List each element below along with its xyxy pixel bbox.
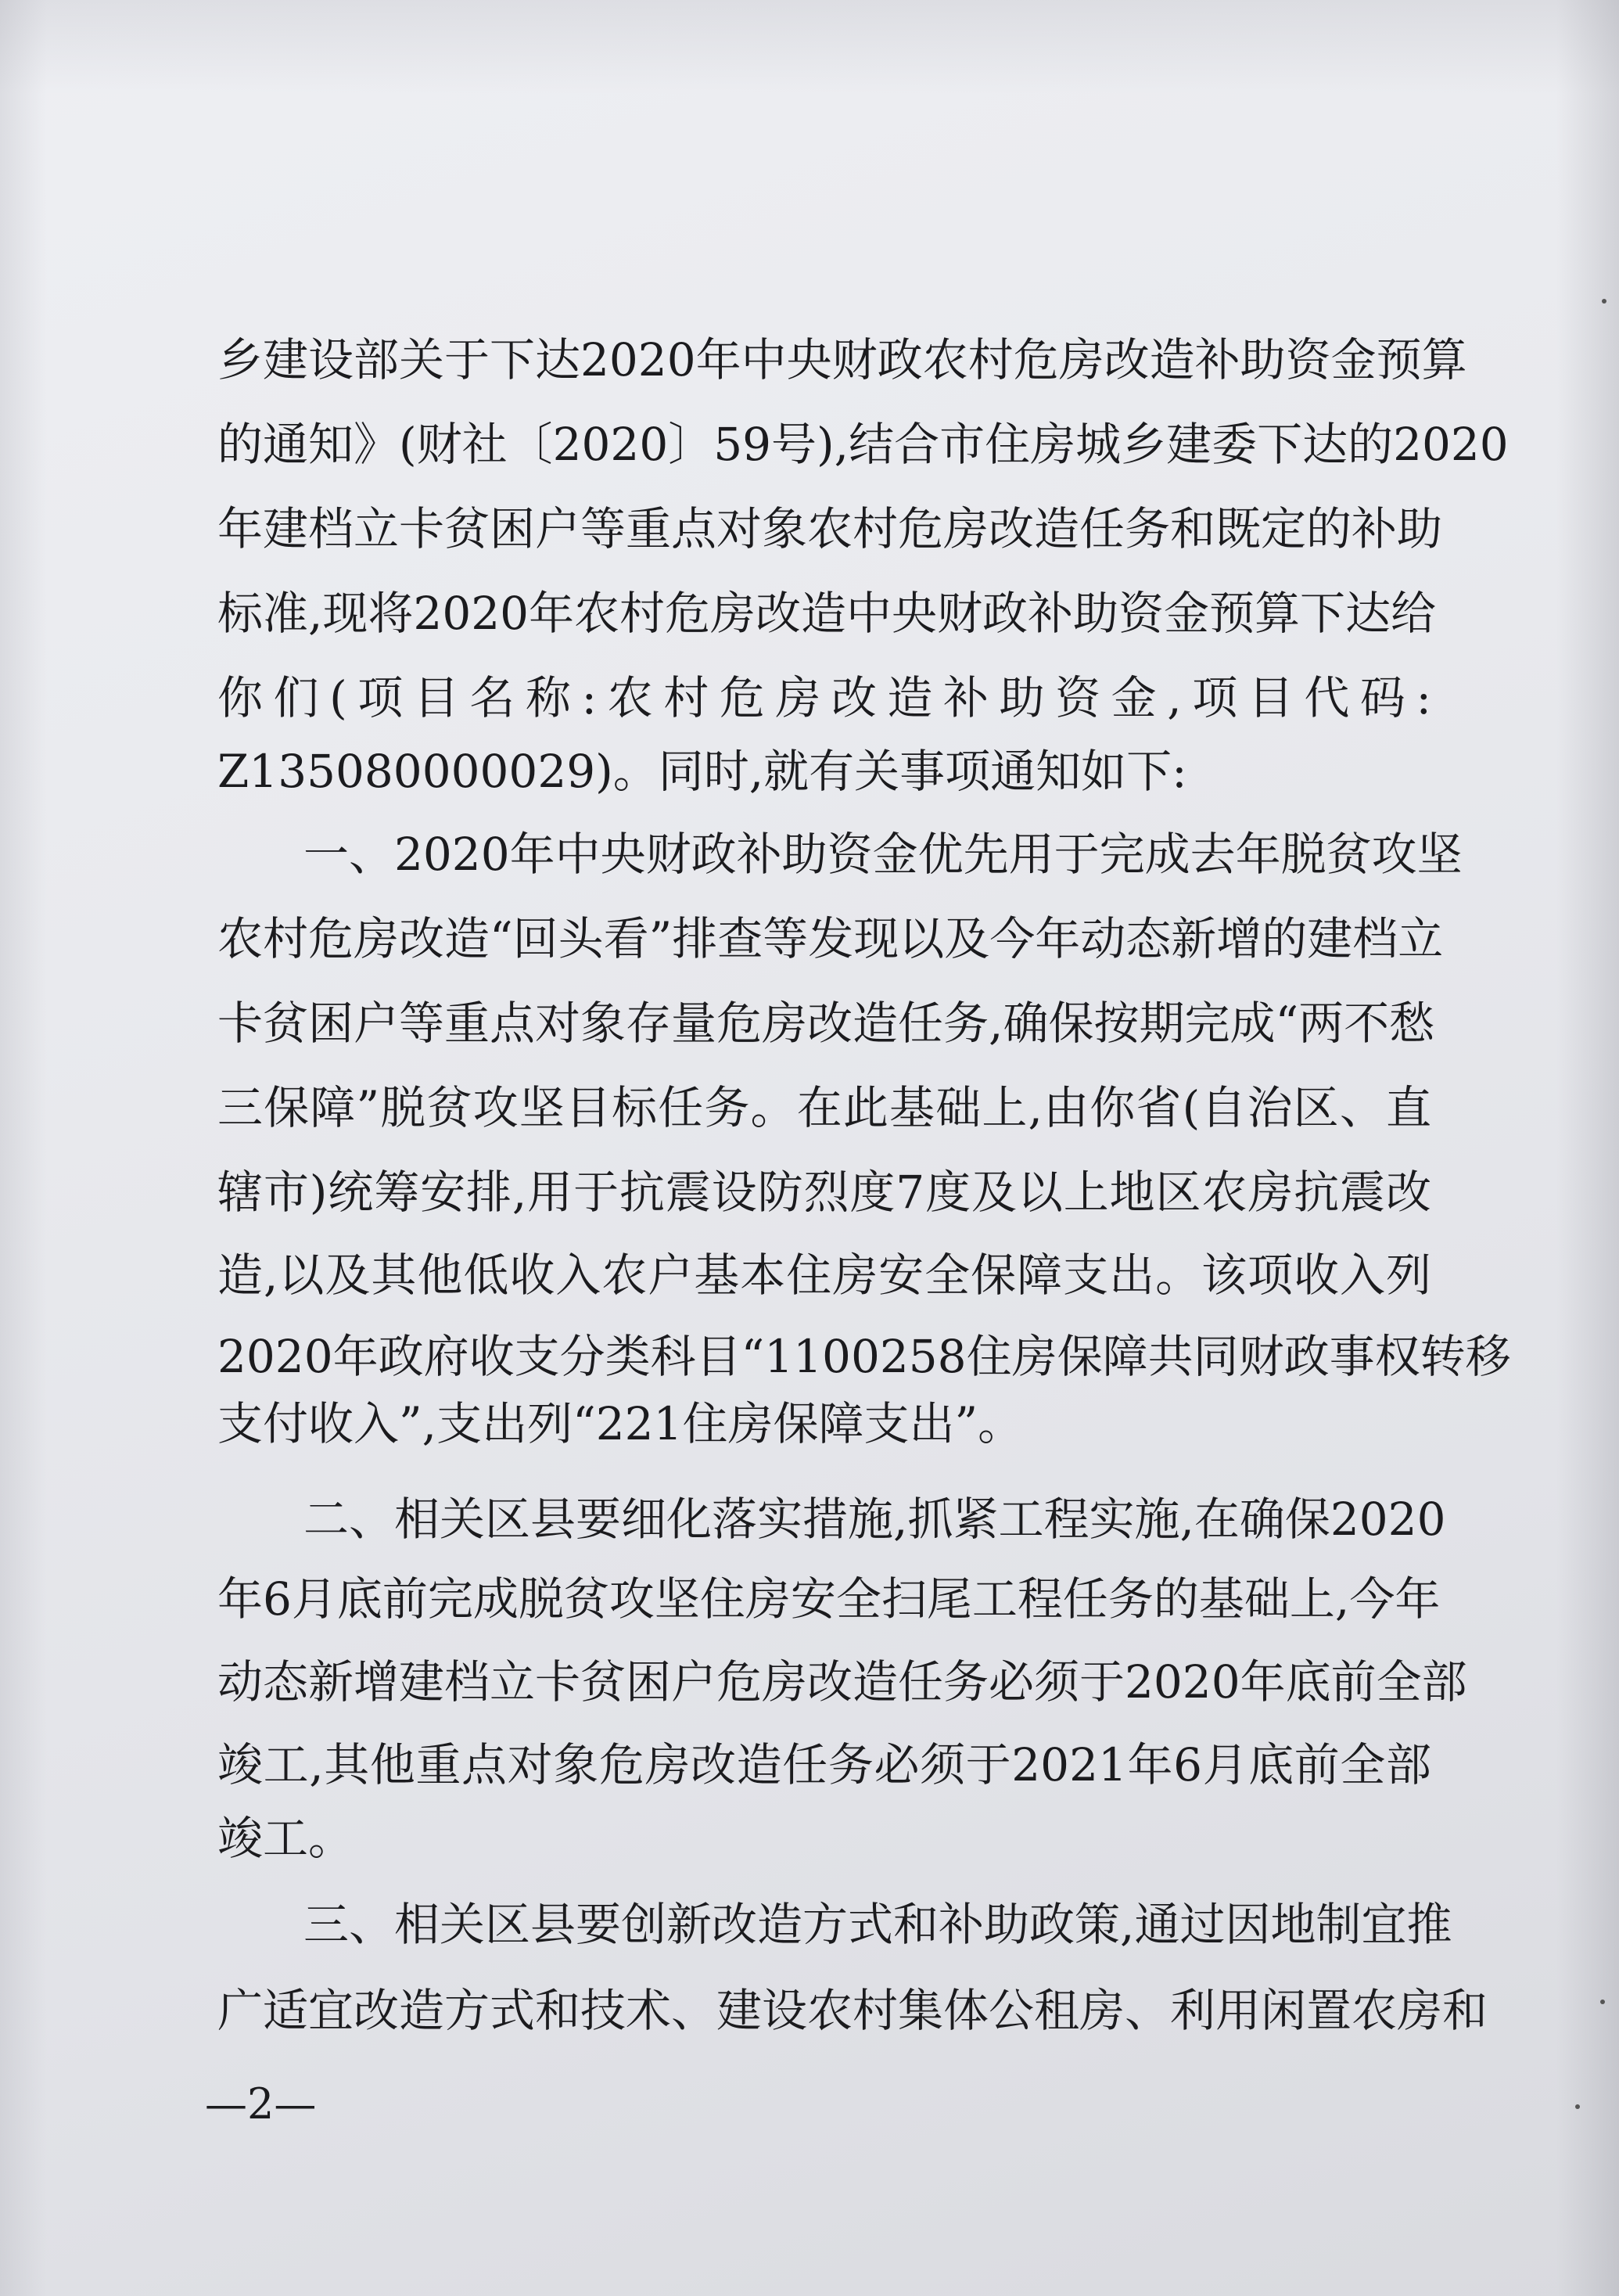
body-line: 竣工,其他重点对象危房改造任务必须于2021年6月底前全部 [217,1738,1431,1791]
paragraph-3-first-line: 三、相关区县要创新改造方式和补助政策,通过因地制宜推 [303,1898,1452,1951]
body-line: 竣工。 [217,1812,354,1865]
body-line: 广适宜改造方式和技术、建设农村集体公租房、利用闲置农房和 [217,1984,1488,2037]
body-line: 你们(项目名称:农村危房改造补助资金,项目代码: [217,671,1431,724]
body-line: 年6月底前完成脱贫攻坚住房安全扫尾工程任务的基础上,今年 [217,1572,1441,1626]
paragraph-1-first-line: 一、2020年中央财政补助资金优先用于完成去年脱贫攻坚 [303,828,1463,881]
body-line: 支付收入”,支出列“221住房保障支出”。 [217,1397,1024,1450]
body-line: 辖市)统筹安排,用于抗震设防烈度7度及以上地区农房抗震改 [217,1166,1431,1219]
body-line: 年建档立卡贫困户等重点对象农村危房改造任务和既定的补助 [217,502,1443,555]
page-shadow-left [0,0,47,2296]
paper-speck [1600,2000,1605,2004]
body-line: 农村危房改造“回头看”排查等发现以及今年动态新增的建档立 [217,912,1444,965]
paragraph-2-first-line: 二、相关区县要细化落实措施,抓紧工程实施,在确保2020 [303,1493,1446,1546]
paper-speck [1602,299,1606,304]
body-line: 三保障”脱贫攻坚目标任务。在此基础上,由你省(自治区、直 [217,1081,1431,1134]
body-line: Z135080000029)。同时,就有关事项通知如下: [217,745,1187,798]
page-shadow-top [0,0,1619,94]
body-line: 乡建设部关于下达2020年中央财政农村危房改造补助资金预算 [217,333,1467,386]
paper-speck [1575,2104,1580,2109]
body-line: 动态新增建档立卡贫困户危房改造任务必须于2020年底前全部 [217,1655,1467,1709]
page-shadow-right [1556,0,1619,2296]
body-line: 卡贫困户等重点对象存量危房改造任务,确保按期完成“两不愁 [217,997,1435,1050]
body-line: 标准,现将2020年农村危房改造中央财政补助资金预算下达给 [217,587,1437,640]
body-line: 的通知》(财社〔2020〕59号),结合市住房城乡建委下达的2020 [217,418,1509,471]
page-number: —2— [205,2079,317,2129]
body-line: 2020年政府收支分类科目“1100258住房保障共同财政事权转移 [217,1330,1511,1383]
body-line: 造,以及其他低收入农户基本住房安全保障支出。该项收入列 [217,1249,1431,1302]
